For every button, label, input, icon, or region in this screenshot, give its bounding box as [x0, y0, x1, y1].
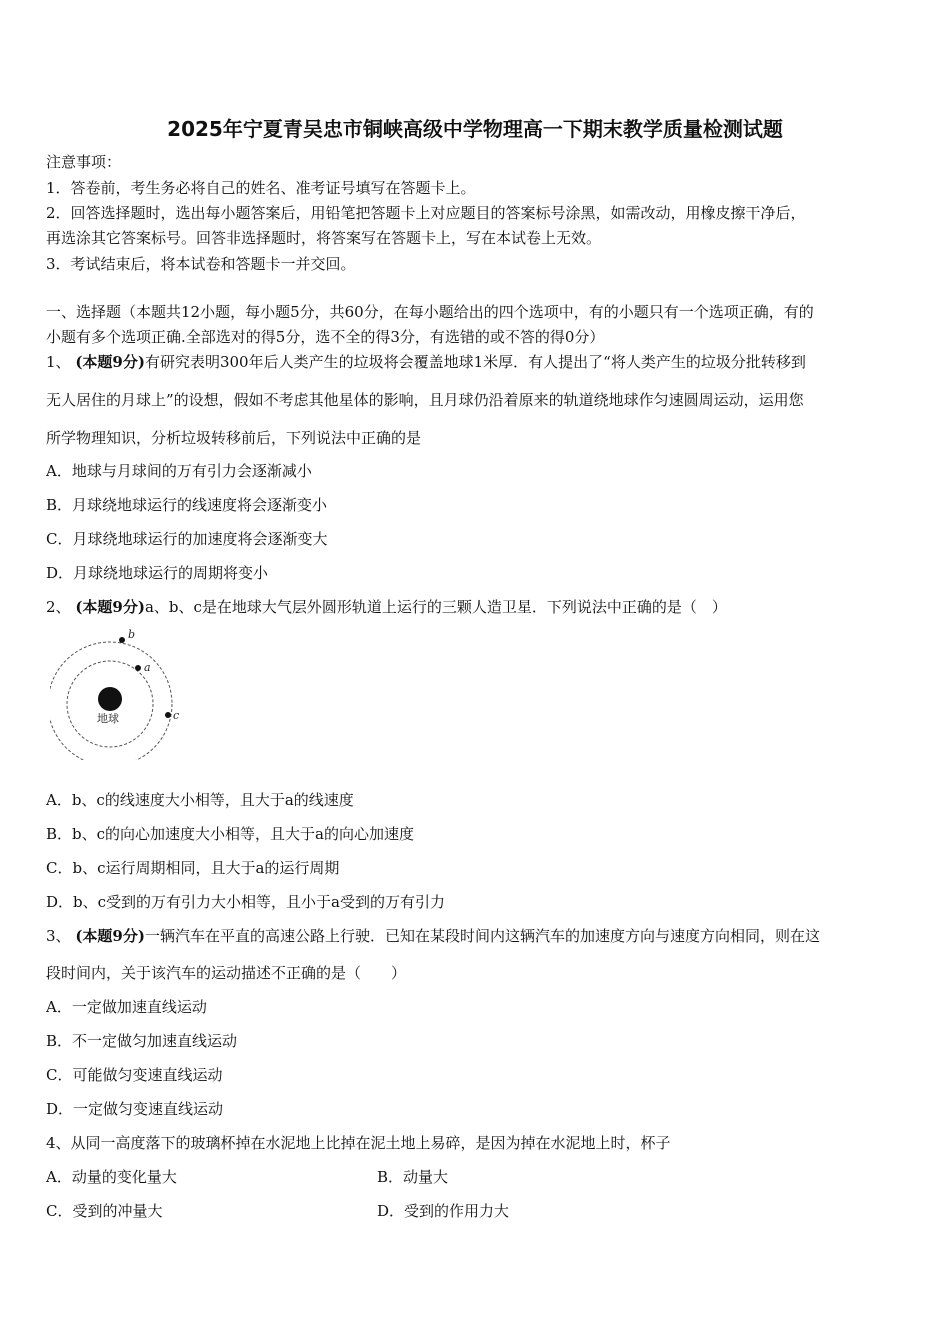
q3-tag: (本题9分) — [75, 927, 145, 945]
q3-line-2: 段时间内，关于该汽车的运动描述不正确的是（ ） — [46, 964, 407, 982]
notice-heading: 注意事项： — [46, 153, 122, 171]
notice-item-3: 3．考试结束后，将本试卷和答题卡一并交回。 — [46, 255, 356, 273]
satellite-a — [135, 665, 141, 671]
satellite-b — [119, 637, 125, 643]
q1-option-a: A．地球与月球间的万有引力会逐渐减小 — [46, 462, 312, 480]
q1-option-d: D．月球绕地球运行的周期将变小 — [46, 564, 269, 582]
section-instructions-1: 一、选择题（本题共12小题，每小题5分，共60分，在每小题给出的四个选项中，有的小题只有一个选项正确，有的 — [46, 303, 814, 321]
satellite-c-label: c — [173, 709, 180, 722]
q4-line-1: 4、从同一高度落下的玻璃杯掉在水泥地上比掉在泥土地上易碎，是因为掉在水泥地上时，杯子 — [46, 1134, 671, 1152]
q1-line-2: 无人居住的月球上”的设想，假如不考虑其他星体的影响，且月球仍沿着原来的轨道绕地球作匀速圆周运动，运用您 — [46, 391, 804, 409]
q2-option-b: B．b、c的向心加速度大小相等，且大于a的向心加速度 — [46, 825, 414, 843]
q3-option-c: C．可能做匀变速直线运动 — [46, 1066, 223, 1084]
satellite-c — [165, 712, 171, 718]
q2-number: 2、 — [46, 598, 71, 616]
q4-option-d: D．受到的作用力大 — [377, 1202, 510, 1220]
section-instructions-2: 小题有多个选项正确.全部选对的得5分，选不全的得3分，有选错的或不答的得0分） — [46, 328, 605, 346]
q3-number: 3、 — [46, 927, 71, 945]
satellite-orbit-diagram — [50, 628, 185, 760]
satellite-a-label: a — [144, 661, 151, 674]
q1-text-1: 有研究表明300年后人类产生的垃圾将会覆盖地球1米厚．有人提出了“将人类产生的垃圾分批转移到 — [144, 353, 806, 371]
q1-line-1 — [46, 352, 908, 372]
q3-option-a: A．一定做加速直线运动 — [46, 998, 207, 1016]
q2-line-1 — [46, 597, 908, 617]
notice-item-2-cont: 再选涂其它答案标号。回答非选择题时，将答案写在答题卡上，写在本试卷上无效。 — [46, 229, 602, 247]
q1-option-b: B．月球绕地球运行的线速度将会逐渐变小 — [46, 496, 328, 514]
q2-option-c: C．b、c运行周期相同，且大于a的运行周期 — [46, 859, 340, 877]
q1-line-3: 所学物理知识，分析垃圾转移前后，下列说法中正确的是 — [46, 429, 422, 447]
q2-text-1: a、b、c是在地球大气层外圆形轨道上运行的三颗人造卫星．下列说法中正确的是（ ） — [144, 598, 727, 616]
q2-tag: (本题9分) — [75, 598, 145, 616]
q1-number: 1、 — [46, 353, 71, 371]
q4-option-b: B．动量大 — [377, 1168, 449, 1186]
earth — [98, 687, 122, 711]
earth-label: 地球 — [97, 712, 119, 725]
q4-option-a: A．动量的变化量大 — [46, 1168, 177, 1186]
notice-item-2: 2．回答选择题时，选出每小题答案后，用铅笔把答题卡上对应题目的答案标号涂黑，如需改动，用橡皮擦干净后， — [46, 204, 806, 222]
q3-option-d: D．一定做匀变速直线运动 — [46, 1100, 224, 1118]
q4-option-c: C．受到的冲量大 — [46, 1202, 163, 1220]
page-title: 2025年宁夏青吴忠市铜峡高级中学物理高一下期末教学质量检测试题 — [167, 117, 783, 141]
q1-option-c: C．月球绕地球运行的加速度将会逐渐变大 — [46, 530, 328, 548]
q3-option-b: B．不一定做匀加速直线运动 — [46, 1032, 238, 1050]
q2-option-a: A．b、c的线速度大小相等，且大于a的线速度 — [46, 791, 354, 809]
q1-tag: (本题9分) — [75, 353, 145, 371]
q3-line-1 — [46, 926, 908, 946]
q2-option-d: D．b、c受到的万有引力大小相等，且小于a受到的万有引力 — [46, 893, 445, 911]
satellite-b-label: b — [128, 628, 136, 641]
q3-text-1: 一辆汽车在平直的高速公路上行驶．已知在某段时间内这辆汽车的加速度方向与速度方向相同，则在这 — [144, 927, 820, 945]
notice-item-1: 1．答卷前，考生务必将自己的姓名、准考证号填写在答题卡上。 — [46, 179, 476, 197]
